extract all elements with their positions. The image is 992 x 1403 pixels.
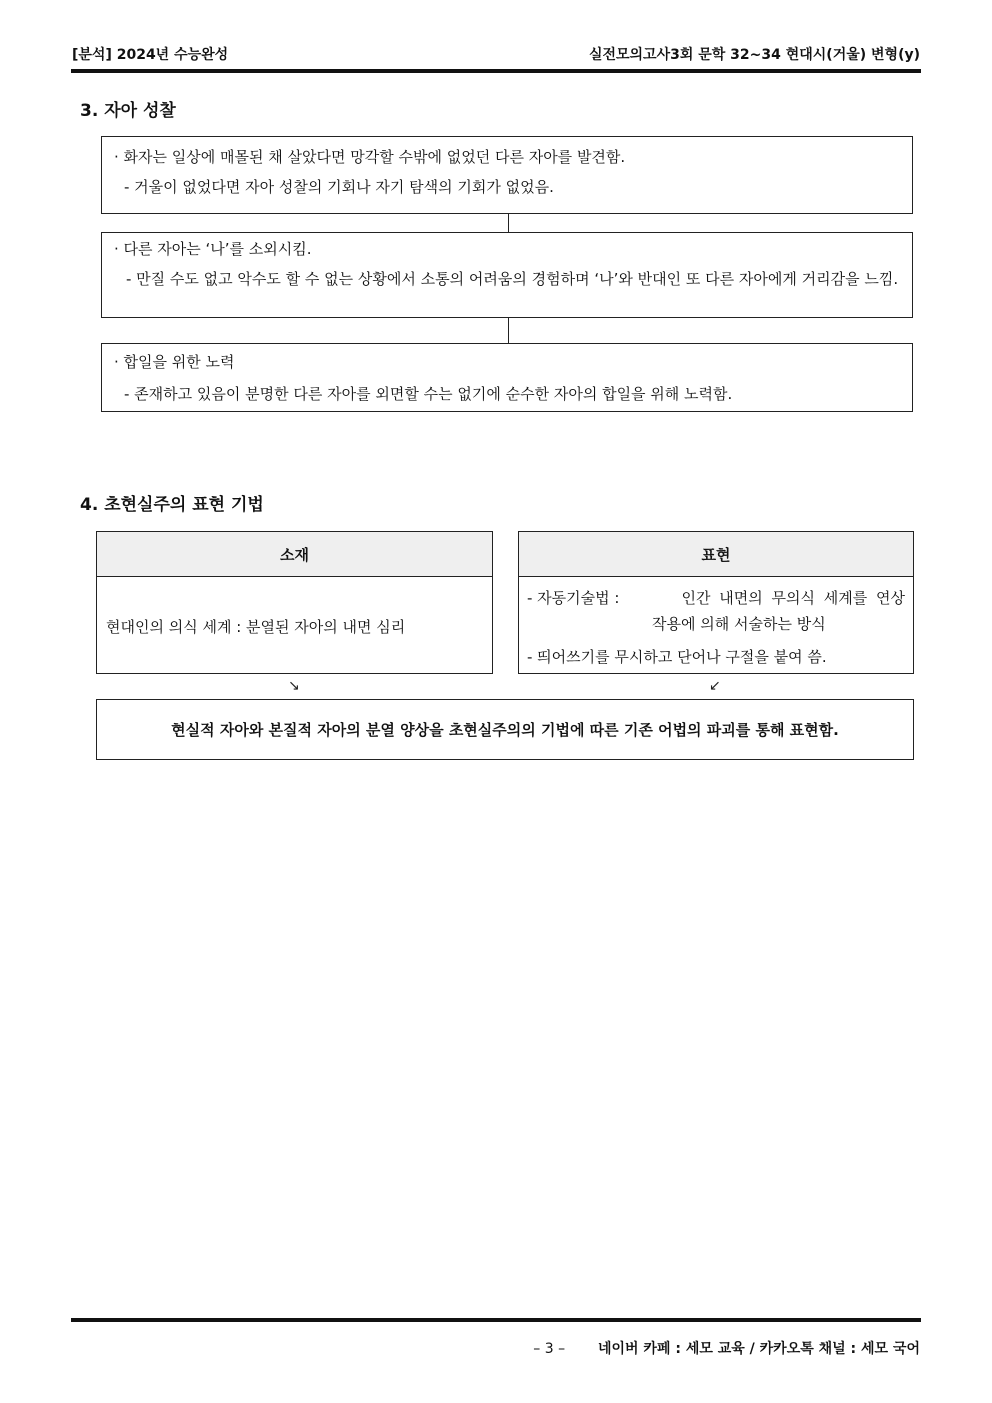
reflection-box-3-main: · 합일을 위한 노력 bbox=[114, 353, 235, 371]
header-rule bbox=[71, 69, 921, 73]
material-box-content: 현대인의 의식 세계 : 분열된 자아의 내면 심리 bbox=[106, 618, 406, 636]
footer-text: 네이버 카페 : 세모 교육 / 카카오톡 채널 : 세모 국어 bbox=[597, 1341, 920, 1357]
reflection-box-3-sub: - 존재하고 있음이 분명한 다른 자아를 외면할 수는 없기에 순수한 자아의 합일을 위해 노력함. bbox=[124, 385, 733, 403]
reflection-box-2-sub: - 만질 수도 없고 악수도 할 수 없는 상황에서 소통의 어려움의 경험하며 ‘나’와 반대인 또 다른 자아에게 거리감을 느낌. bbox=[126, 270, 899, 288]
conclusion-box bbox=[96, 699, 914, 760]
section-title-self-reflection: 3. 자아 성찰 bbox=[80, 101, 176, 121]
arrow-down-right-icon: ↘ bbox=[288, 678, 300, 694]
auto-writing-label: - 자동기술법 : bbox=[527, 589, 620, 607]
material-box bbox=[96, 531, 493, 674]
auto-writing-text-line2: 작용에 의해 서술하는 방식 bbox=[652, 615, 826, 633]
header-right: 실전모의고사3회 문학 32~34 현대시(거울) 변형(y) bbox=[588, 47, 920, 63]
expression-box bbox=[518, 531, 914, 674]
reflection-box-1-sub: - 거울이 없었다면 자아 성찰의 기회나 자기 탐색의 기회가 없었음. bbox=[124, 178, 554, 196]
reflection-box-2-main: · 다른 자아는 ‘나’를 소외시킴. bbox=[114, 240, 312, 258]
reflection-box-1-main: · 화자는 일상에 매몰된 채 살았다면 망각할 수밖에 없었던 다른 자아를 발견함. bbox=[114, 148, 626, 166]
section-title-surrealism: 4. 초현실주의 표현 기법 bbox=[80, 495, 264, 515]
reflection-box-3 bbox=[101, 343, 913, 412]
connector-line-2 bbox=[508, 318, 509, 343]
expression-box-content bbox=[519, 577, 913, 672]
spacing-item: - 띄어쓰기를 무시하고 단어나 구절을 붙여 씀. bbox=[527, 648, 827, 666]
page-number: – 3 – bbox=[533, 1341, 566, 1357]
expression-box-header: 표현 bbox=[519, 532, 913, 577]
connector-line-1 bbox=[508, 214, 509, 232]
auto-writing-text-line1: 인간 내면의 무의식 세계를 연상 bbox=[681, 589, 905, 607]
arrow-down-left-icon: ↙ bbox=[709, 678, 721, 694]
footer-rule bbox=[71, 1318, 921, 1322]
conclusion-text: 현실적 자아와 본질적 자아의 분열 양상을 초현실주의의 기법에 따른 기존 어법의 파괴를 통해 표현함. bbox=[171, 721, 839, 739]
material-box-header: 소재 bbox=[97, 532, 492, 577]
footer bbox=[533, 1338, 920, 1358]
reflection-box-1 bbox=[101, 136, 913, 214]
reflection-box-2 bbox=[101, 232, 913, 318]
header-left: [분석] 2024년 수능완성 bbox=[72, 47, 229, 63]
